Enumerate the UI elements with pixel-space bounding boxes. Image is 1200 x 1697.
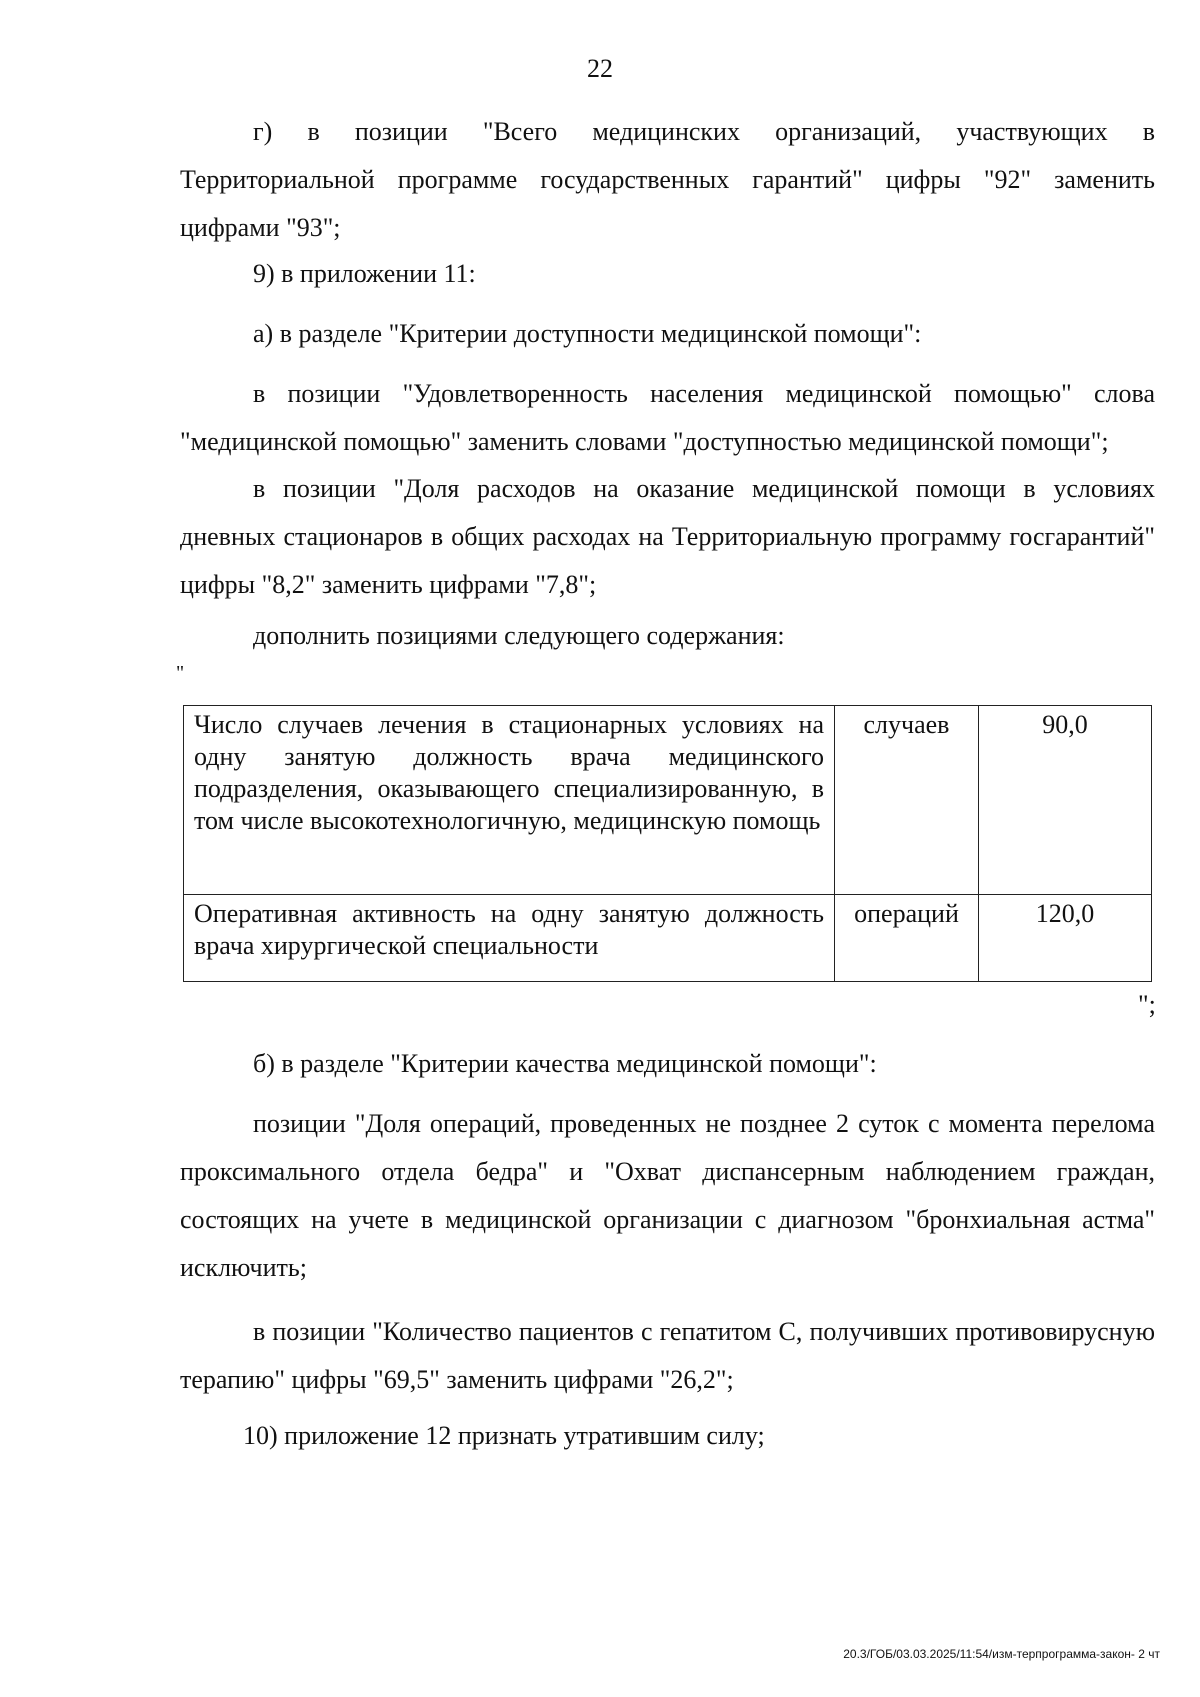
page-number: 22 xyxy=(587,54,613,83)
criterion-unit: операций xyxy=(835,895,979,982)
criterion-value: 90,0 xyxy=(979,706,1152,895)
paragraph-b: б) в разделе "Критерии качества медицинской помощи": xyxy=(253,1049,877,1078)
paragraph-g: г) в позиции "Всего медицинских организаций, участвующих в Территориальной программе государственных гарантий" цифры "92" заменить цифрами "93"; xyxy=(180,117,1155,242)
criterion-unit: случаев xyxy=(835,706,979,895)
paragraph-supplement: дополнить позициями следующего содержания: xyxy=(253,621,785,650)
paragraph-expense-share: в позиции "Доля расходов на оказание медицинской помощи в условиях дневных стационаров в общих расходах на Территориальную программу госгарантий" цифры "8,2" заменить цифрами "7,8"; xyxy=(180,474,1155,599)
criterion-value: 120,0 xyxy=(979,895,1152,982)
document-footer: 20.3/ГОБ/03.03.2025/11:54/изм-терпрограмма-закон- 2 чт xyxy=(843,1647,1160,1661)
paragraph-item-9: 9) в приложении 11: xyxy=(253,259,476,288)
paragraph-hepatitis: в позиции "Количество пациентов с гепатитом С, получивших противовирусную терапию" цифры "69,5" заменить цифрами "26,2"; xyxy=(180,1317,1155,1394)
table-row xyxy=(184,706,1152,895)
table-row xyxy=(184,895,1152,982)
paragraph-exclusions: позиции "Доля операций, проведенных не позднее 2 суток с момента перелома проксимального отдела бедра" и "Охват диспансерным наблюдением граждан, состоящих на учете в медицинской организации с диагнозом "бронхиальная астма" исключить; xyxy=(180,1109,1155,1282)
criterion-name: Число случаев лечения в стационарных условиях на одну занятую должность врача медицинского подразделения, оказывающего специализированную, в том числе высокотехнологичную, медицинскую помощь xyxy=(184,706,835,895)
paragraph-a: а) в разделе "Критерии доступности медицинской помощи": xyxy=(253,319,922,348)
opening-quote: " xyxy=(176,662,185,684)
criterion-name: Оперативная активность на одну занятую должность врача хирургической специальности xyxy=(184,895,835,982)
paragraph-satisfaction: в позиции "Удовлетворенность населения медицинской помощью" слова "медицинской помощью" заменить словами "доступностью медицинской помощи"; xyxy=(180,379,1155,456)
closing-quote: "; xyxy=(1138,990,1156,1019)
criteria-table xyxy=(183,705,1152,982)
paragraph-item-10: 10) приложение 12 признать утратившим силу; xyxy=(243,1421,765,1450)
